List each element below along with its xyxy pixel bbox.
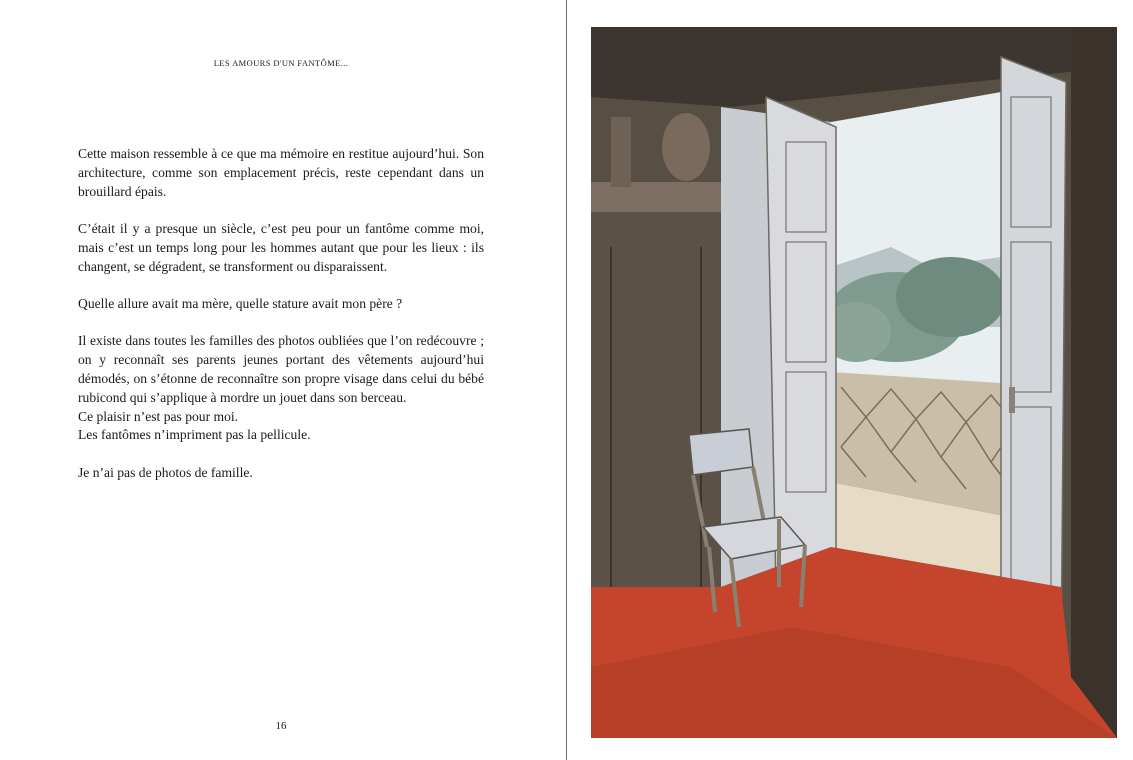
door-handle-icon: [1009, 387, 1015, 413]
watercolor-illustration: [591, 27, 1117, 738]
body-text: [78, 145, 484, 483]
left-page: [0, 0, 566, 760]
line-2: Les fantômes n’impriment pas la pellicule.: [78, 427, 311, 443]
paragraph-3: Quelle allure avait ma mère, quelle stature avait mon père ?: [78, 295, 403, 311]
right-page: [567, 0, 1133, 760]
candlestick-icon: [611, 117, 631, 187]
page-number: 16: [275, 720, 287, 732]
tree-canopy-2: [896, 257, 1006, 337]
paragraph-4: Il existe dans toutes les familles des photos oubliées que l’on redécouvre ; on y reconnaît ses parents jeunes portant des vêtements aujourd’hui démodés, on s’étonne de reconnaître son propre visage dans celui du bébé rubicond qui s’applique à mordre un jouet dans son berceau.: [78, 333, 484, 405]
room-illustration-svg: [591, 27, 1117, 738]
vase-icon: [662, 113, 710, 181]
running-head: LES AMOURS D'UN FANTÔME...: [213, 58, 349, 68]
line-1: Ce plaisir n’est pas pour moi.: [78, 408, 239, 424]
paragraph-1: Cette maison ressemble à ce que ma mémoire en restitue aujourd’hui. Son architecture, comme son emplacement précis, reste cependant dans un brouillard épais.: [78, 146, 484, 199]
closing-line: Je n’ai pas de photos de famille.: [78, 464, 253, 480]
paragraph-2: C’était il y a presque un siècle, c’est peu pour un fantôme comme moi, mais c’est un temps long pour les hommes autant que pour les lieux : ils changent, se dégradent, se transforment ou disparaissent.: [78, 220, 484, 274]
right-wall-edge: [1071, 27, 1117, 738]
